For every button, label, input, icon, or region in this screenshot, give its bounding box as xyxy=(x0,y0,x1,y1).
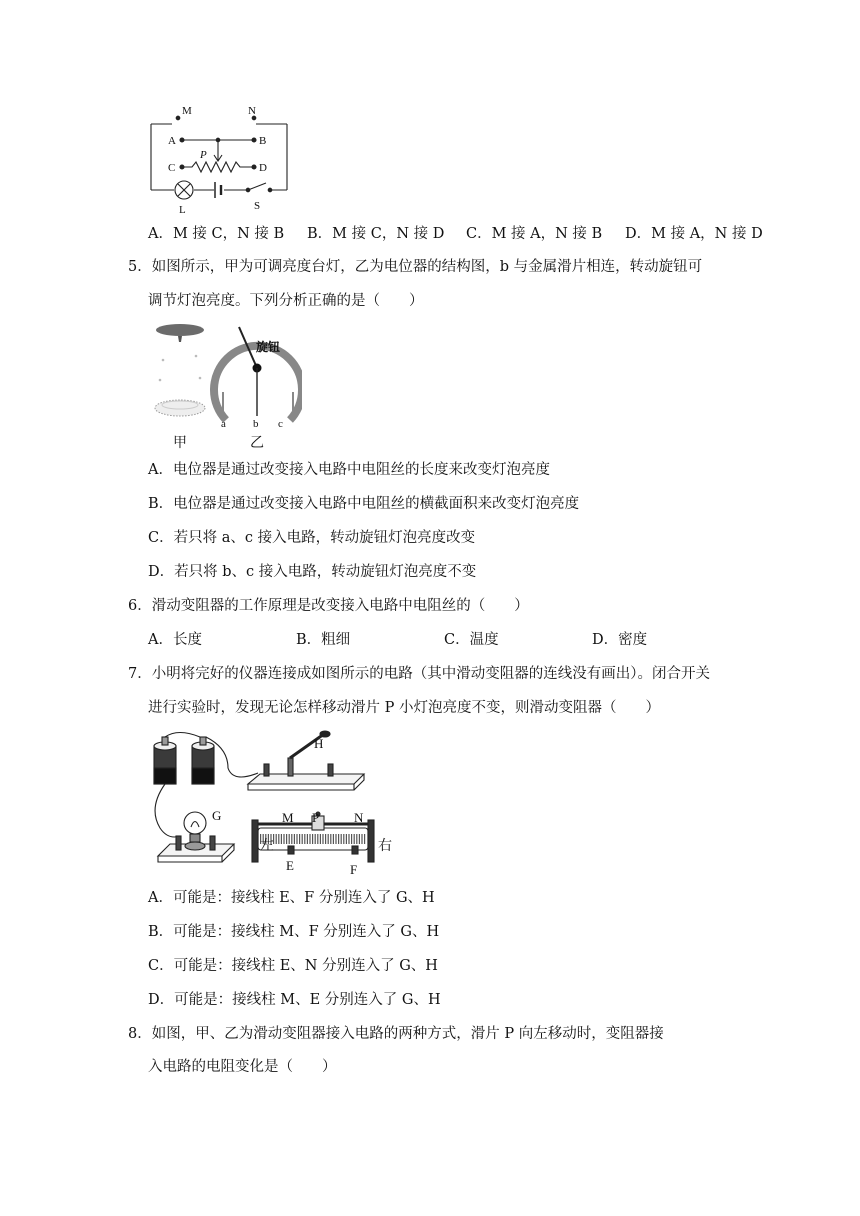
q6-option-b[interactable]: B．粗细 xyxy=(296,632,351,648)
q5-option-d[interactable]: D．若只将 b、c 接入电路，转动旋钮灯泡亮度不变 xyxy=(148,564,477,580)
terminal-c: c xyxy=(278,418,283,430)
label-d: D xyxy=(259,162,267,174)
label-right: 右 xyxy=(378,838,392,854)
label-jia: 甲 xyxy=(173,435,187,451)
label-b: B xyxy=(259,135,267,147)
label-h: H xyxy=(314,736,324,751)
q6-stem: 6．滑动变阻器的工作原理是改变接入电路中电阻丝的（ ） xyxy=(128,598,529,614)
q5-stem-line1: 5．如图所示，甲为可调亮度台灯，乙为电位器的结构图，b 与金属滑片相连，转动旋钮可 xyxy=(128,259,703,275)
label-m: M xyxy=(282,810,294,825)
label-f: F xyxy=(350,862,358,876)
q4-option-d[interactable]: D．M 接 A，N 接 D xyxy=(625,226,763,242)
q5-option-c[interactable]: C．若只将 a、c 接入电路，转动旋钮灯泡亮度改变 xyxy=(148,530,476,546)
label-n: N xyxy=(248,105,256,117)
label-c: C xyxy=(168,162,176,174)
q7-option-c[interactable]: C．可能是：接线柱 E、N 分别连入了 G、H xyxy=(148,958,438,974)
q4-option-a[interactable]: A．M 接 C，N 接 B xyxy=(148,226,285,242)
knob-label: 旋钮 xyxy=(256,340,281,354)
q5-option-a[interactable]: A．电位器是通过改变接入电路中电阻丝的长度来改变灯泡亮度 xyxy=(148,462,550,478)
q4-option-c[interactable]: C．M 接 A，N 接 B xyxy=(466,226,603,242)
q8-stem-line2: 入电路的电阻变化是（ ） xyxy=(148,1059,337,1075)
q7-stem-line2: 进行实验时，发现无论怎样移动滑片 P 小灯泡亮度不变，则滑动变阻器（ ） xyxy=(148,700,660,716)
circuit-diagram xyxy=(148,104,290,216)
terminal-a: a xyxy=(221,418,226,430)
rheostat-circuit-figure xyxy=(148,728,404,876)
q7-option-a[interactable]: A．可能是：接线柱 E、F 分别连入了 G、H xyxy=(148,890,435,906)
label-s: S xyxy=(254,200,261,212)
q7-option-d[interactable]: D．可能是：接线柱 M、E 分别连入了 G、H xyxy=(148,992,441,1008)
label-yi: 乙 xyxy=(250,435,264,451)
q7-stem-line1: 7．小明将完好的仪器连接成如图所示的电路（其中滑动变阻器的连线没有画出）。闭合开关 xyxy=(128,666,710,682)
label-left: 左 xyxy=(260,838,274,854)
label-a: A xyxy=(168,135,176,147)
q5-stem-line2: 调节灯泡亮度。下列分析正确的是（ ） xyxy=(148,293,424,309)
label-l: L xyxy=(179,204,186,216)
q6-option-a[interactable]: A．长度 xyxy=(148,632,202,648)
q5-option-b[interactable]: B．电位器是通过改变接入电路中电阻丝的横截面积来改变灯泡亮度 xyxy=(148,496,580,512)
label-g: G xyxy=(212,808,222,823)
label-p: P xyxy=(312,810,320,825)
label-p: P xyxy=(200,149,207,161)
label-n: N xyxy=(354,810,364,825)
q6-options xyxy=(148,630,647,650)
q4-option-b[interactable]: B．M 接 C，N 接 D xyxy=(307,226,445,242)
q6-option-c[interactable]: C．温度 xyxy=(444,632,499,648)
q4-options xyxy=(148,224,763,244)
potentiometer-figure xyxy=(150,320,302,454)
label-e: E xyxy=(286,858,294,873)
label-m: M xyxy=(182,105,192,117)
terminal-b: b xyxy=(253,418,259,430)
q8-stem-line1: 8．如图，甲、乙为滑动变阻器接入电路的两种方式，滑片 P 向左移动时，变阻器接 xyxy=(128,1026,664,1042)
q6-option-d[interactable]: D．密度 xyxy=(592,632,648,648)
q7-option-b[interactable]: B．可能是：接线柱 M、F 分别连入了 G、H xyxy=(148,924,440,940)
